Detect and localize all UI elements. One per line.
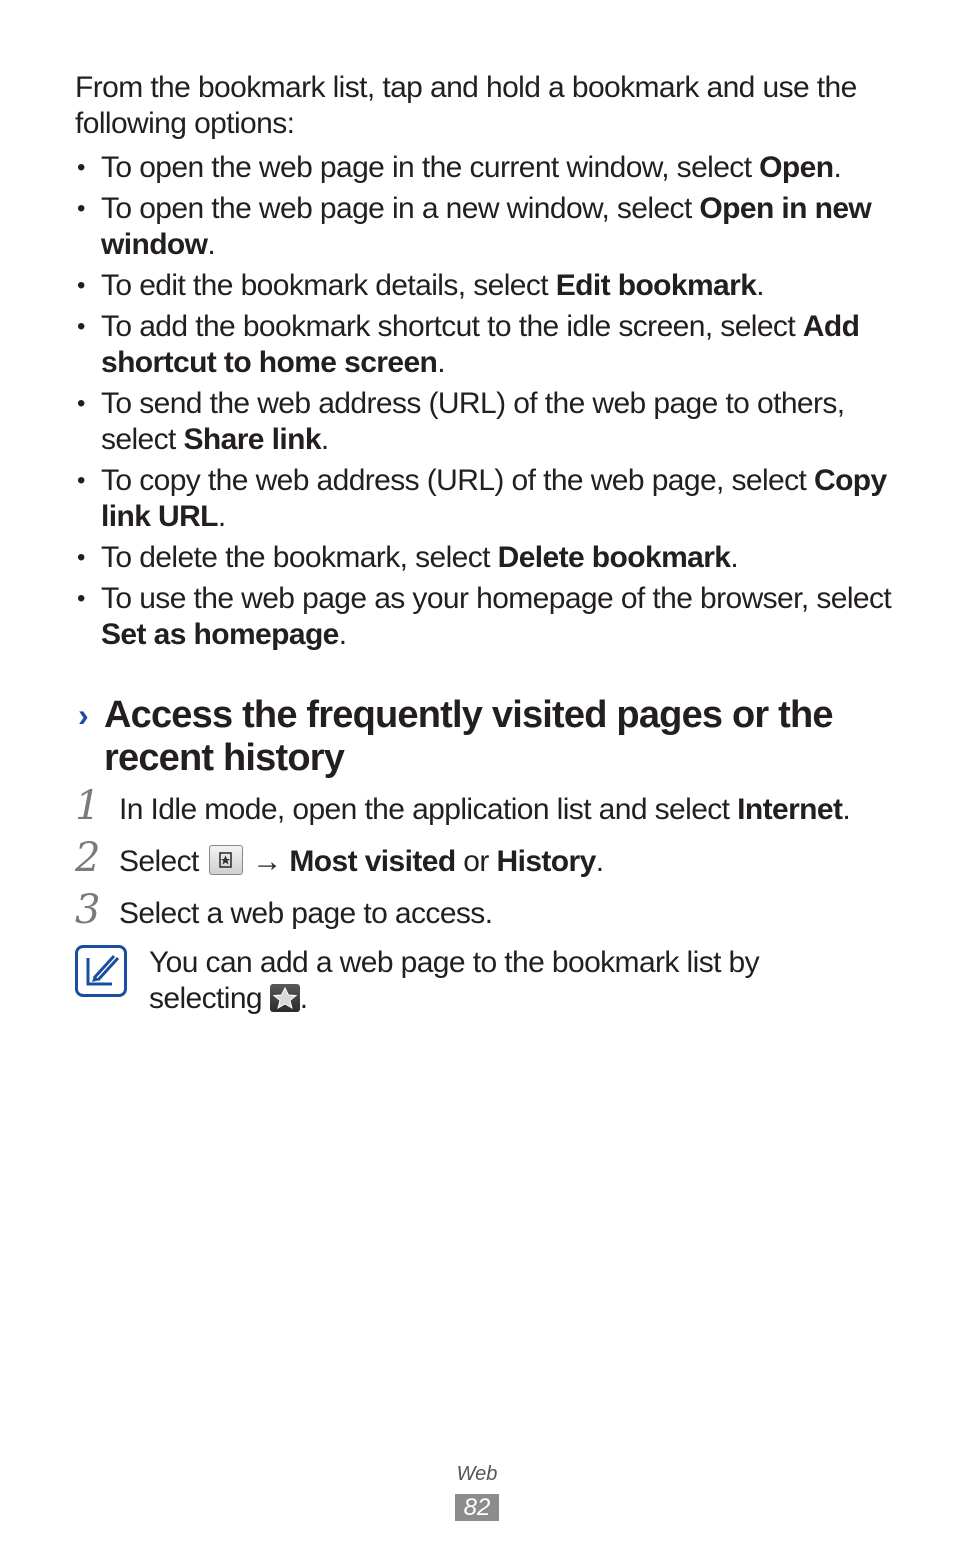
list-item: • To send the web address (URL) of the web page to others, select Share link. bbox=[77, 387, 845, 456]
note-pencil-icon bbox=[75, 945, 127, 997]
bookmark-options-list bbox=[75, 150, 895, 658]
bullet-icon: • bbox=[77, 544, 85, 571]
bullet-icon: • bbox=[77, 313, 85, 340]
step-item: 1 In Idle mode, open the application list and select Internet. bbox=[75, 783, 851, 829]
bullet-icon: • bbox=[77, 467, 85, 494]
list-item: • To edit the bookmark details, select Edit bookmark. bbox=[77, 269, 765, 302]
bookmark-icon bbox=[209, 845, 243, 875]
list-item: • To delete the bookmark, select Delete bookmark. bbox=[77, 541, 739, 574]
list-item: • To copy the web address (URL) of the web page, select Copy link URL. bbox=[77, 464, 887, 533]
option-name: Edit bookmark bbox=[555, 269, 757, 302]
page-number: 82 bbox=[455, 1494, 499, 1521]
bullet-icon: • bbox=[77, 585, 85, 612]
intro-text: From the bookmark list, tap and hold a bookmark and use the following options: bbox=[75, 71, 857, 140]
step-number: 2 bbox=[75, 835, 100, 881]
chevron-right-icon: › bbox=[78, 697, 88, 733]
option-name: Open in new window bbox=[101, 192, 872, 261]
list-item: • To open the web page in the current window, select Open. bbox=[77, 151, 842, 184]
option-name: Set as homepage bbox=[101, 618, 339, 651]
footer-section-name: Web bbox=[456, 1463, 498, 1485]
step-number: 1 bbox=[75, 783, 100, 829]
steps-list bbox=[75, 783, 905, 946]
step-number: 3 bbox=[75, 887, 100, 933]
option-name: Copy link URL bbox=[101, 464, 887, 533]
option-name: Open bbox=[759, 151, 834, 184]
list-item: • To use the web page as your homepage of the browser, select Set as homepage. bbox=[77, 582, 892, 651]
step-item: 2 Select → Most visited or History. bbox=[75, 835, 604, 881]
list-item: • To add the bookmark shortcut to the idle screen, select Add shortcut to home screen. bbox=[77, 310, 860, 379]
section-title: Access the frequently visited pages or the recent history bbox=[104, 694, 833, 779]
list-item: • To open the web page in a new window, select Open in new window. bbox=[77, 192, 872, 261]
note-text: You can add a web page to the bookmark list by selecting . bbox=[149, 946, 760, 1015]
option-name: Share link bbox=[183, 423, 321, 456]
step-item: 3 Select a web page to access. bbox=[75, 887, 493, 933]
menu-option: History bbox=[496, 845, 596, 878]
menu-option: Most visited bbox=[289, 845, 456, 878]
app-name: Internet bbox=[737, 793, 843, 826]
bullet-icon: • bbox=[77, 390, 85, 417]
bullet-icon: • bbox=[77, 272, 85, 299]
option-name: Delete bookmark bbox=[497, 541, 731, 574]
option-name: Add shortcut to home screen bbox=[101, 310, 860, 379]
add-bookmark-star-icon bbox=[270, 984, 300, 1012]
bullet-icon: • bbox=[77, 195, 85, 222]
section-heading bbox=[78, 694, 924, 780]
bullet-icon: • bbox=[77, 154, 85, 181]
